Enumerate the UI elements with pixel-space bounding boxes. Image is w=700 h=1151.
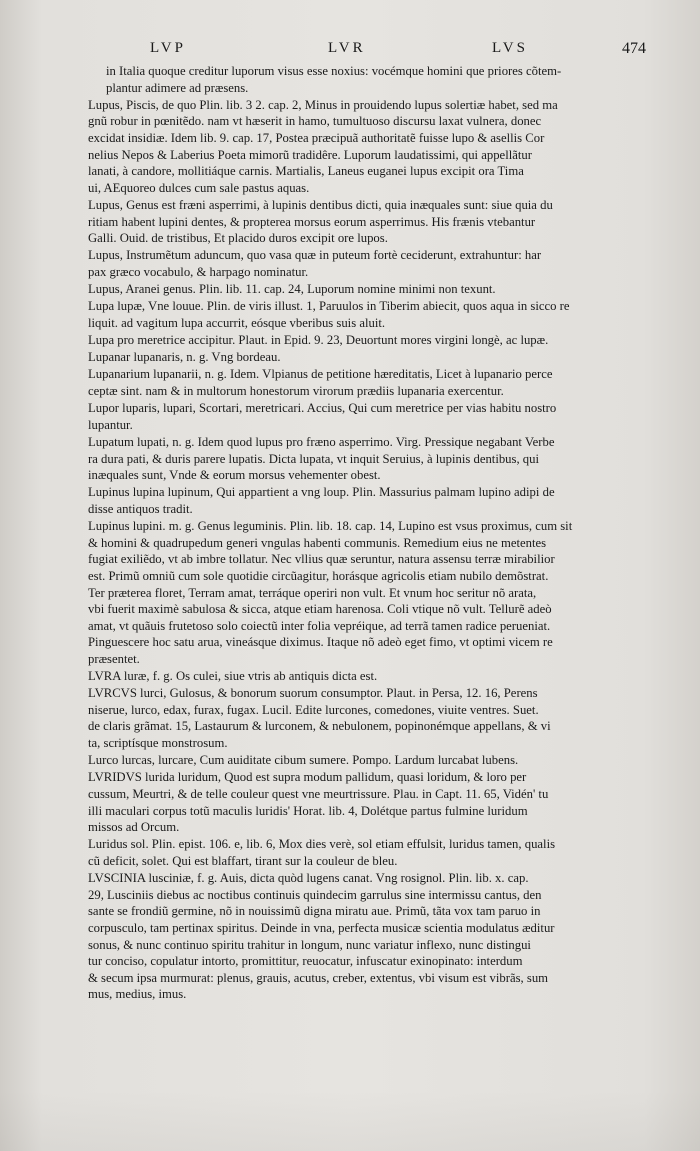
entry-line: Lupa lupæ, Vne louue. Plin. de viris illust. 1, Paruulos in Tiberim abiecit, quos aqua in sicco re (88, 299, 570, 314)
entry-line: amat, vt quãuis frutetoso solo coiectũ inter folia vepréique, ad terrã tamen radice perueniat. (88, 618, 551, 633)
running-head-lvs: LVS (492, 40, 528, 56)
entry-line: gnũ robur in pœnitẽdo. nam vt hæserit in hamo, tumultuoso discursu laxat vulnera, donec (88, 114, 542, 129)
dictionary-entry (88, 197, 656, 247)
entry-line: vbi fuerit maximè sabulosa & sicca, atque etiam harenosa. Coli vtique nõ vult. Tellurẽ adeò (88, 602, 552, 617)
entry-line: LVRIDVS lurida luridum, Quod est supra modum pallidum, quasi loridum, & loro per (88, 770, 527, 785)
entry-line: LVSCINIA lusciniæ, f. g. Auis, dicta quòd lugens canat. Vng rosignol. Plin. lib. x. cap. (88, 871, 529, 886)
entry-line: & secum ipsa murmurat: plenus, grauis, acutus, creber, extentus, vbi visum est vibrãs, sum (88, 970, 549, 985)
dictionary-entry (88, 836, 656, 869)
entry-line: in Italia quoque creditur luporum visus esse noxius: vocémque homini que priores cõtem- (106, 64, 562, 78)
entry-line: lupantur. (88, 417, 133, 432)
entry-line: lanati, à candore, mollitiáque carnis. Martialis, Laneus euganei lupus excipit ora Tima (88, 164, 524, 179)
entry-line: Lupanar lupanaris, n. g. Vng bordeau. (88, 350, 281, 365)
entry-line: & homini & quadrupedum generi vngulas habenti communis. Remedium eius ne metentes (88, 535, 547, 550)
entry-line: ceptæ sint. nam & in multorum honestorum virorum prædiis lupanaria exercentur. (88, 384, 504, 399)
entry-line: pax græco vocabulo, & harpago nominatur. (88, 264, 309, 279)
entry-line: LVRCVS lurci, Gulosus, & bonorum suorum consumptor. Plaut. in Persa, 12. 16, Perens (88, 686, 538, 701)
dictionary-entry (88, 332, 656, 349)
dictionary-entry (88, 247, 656, 280)
page-shading (0, 1091, 700, 1151)
entry-line: sonus, & nunc continuo spiritu trahitur in longum, nunc variatur inflexo, nunc distingui (88, 937, 531, 952)
entry-line: corpusculo, tam pertinax spiritus. Deinde in vna, perfecta musicæ scientia modulatus æditur (88, 920, 555, 935)
entry-line: Lupus, Piscis, de quo Plin. lib. 3 2. cap. 2, Minus in prouidendo lupus solertiæ habet, sed ma (88, 97, 558, 112)
entry-line: Lupatum lupati, n. g. Idem quod lupus pro fræno asperrimo. Virg. Pressique negabant Verbe (88, 435, 555, 449)
entry-line: illi maculari corpus totũ maculis luridis' Horat. lib. 4, Dolétque partus fulmine luridum (88, 803, 528, 818)
entry-line: Lupinus lupina lupinum, Qui appartient a vng loup. Plin. Massurius palmam lupino adipi de (88, 485, 555, 500)
entry-line: tur conciso, copulatur intorto, promittitur, reuocatur, infuscatur exinopinato: interdum (88, 954, 523, 969)
dictionary-entry (88, 97, 656, 197)
entry-line: Lupanarium lupanarii, n. g. Idem. Vlpianus de petitione hæreditatis, Licet à lupanario perce (88, 367, 553, 382)
entry-line: plantur adimere ad præsens. (106, 80, 249, 95)
dictionary-entry (88, 484, 656, 517)
entry-line: fugiat exiliẽdo, vt ab imbre tollatur. Nec vllius quæ seruntur, natura assensu terræ mirabilior (88, 552, 555, 567)
entry-line: est. Primũ omniũ cum sole quotidie circũagitur, horásque agricolis etiam nubilo demõstrat. (88, 568, 549, 583)
dictionary-entry (88, 752, 656, 769)
running-head-lvp: LVP (150, 40, 186, 56)
dictionary-entry (88, 366, 656, 399)
entry-line: excidat insidiæ. Idem lib. 9. cap. 17, Postea præcipuã authoritatẽ fuisse lupo & asellis Cor (88, 130, 545, 145)
entry-line: 29, Lusciniis diebus ac noctibus continuis quindecim garrulus sine intermissu cantus, den (88, 887, 542, 902)
dictionary-entry (88, 685, 656, 751)
dictionary-entry (88, 518, 656, 667)
entry-line: Lupus, Genus est fræni asperrimi, à lupinis dentibus dicti, quia inæquales sunt: siue quia du (88, 197, 553, 212)
entry-line: ritiam habent lupini dentes, & propterea morsus eorum asperrimus. His frænis vtebantur (88, 214, 536, 229)
dictionary-entry (88, 298, 656, 331)
entry-line: de claris grãmat. 15, Lastaurum & lurconem, & nebulonem, popinonémque appellans, & vi (88, 719, 551, 734)
entry-line: ui, AEquoreo dulces cum sale pastus aquas. (88, 180, 310, 195)
dictionary-entry (88, 63, 656, 96)
dictionary-entry (88, 668, 656, 685)
dictionary-text (88, 63, 656, 1004)
entry-line: inæquales sunt, Vnde & eorum morsus vehementer obest. (88, 468, 381, 483)
entry-line: Lupa pro meretrice accipitur. Plaut. in Epid. 9. 23, Deuortunt mores virgini longè, ac lupæ. (88, 333, 549, 348)
running-head-lvr: LVR (328, 40, 366, 56)
entry-line: ta, scriptísque monstrosum. (88, 736, 228, 751)
entry-line: Lupor luparis, lupari, Scortari, meretricari. Accius, Qui cum meretrice per vias habitu nostro (88, 401, 557, 416)
entry-line: Lupus, Aranei genus. Plin. lib. 11. cap. 24, Luporum nomine minimi non texunt. (88, 282, 496, 297)
entry-line: nelius Nepos & Laberius Poeta mimorũ tradidêre. Luporum laudatissimi, qui appellãtur (88, 147, 532, 162)
dictionary-entry (88, 400, 656, 433)
entry-line: Lupus, Instrumẽtum aduncum, quo vasa quæ in puteum fortè ceciderunt, extrahuntur: har (88, 248, 542, 263)
dictionary-entry (88, 769, 656, 835)
dictionary-entry (88, 434, 656, 484)
dictionary-entry (88, 870, 656, 1003)
entry-line: mus, medius, imus. (88, 987, 187, 1002)
entry-line: niserue, lurco, edax, furax, fugax. Lucil. Edite lurcones, comedones, viuite ventres. Suet. (88, 702, 539, 717)
entry-line: Lupinus lupini. m. g. Genus leguminis. Plin. lib. 18. cap. 14, Lupino est vsus proximus, cum sit (88, 519, 573, 534)
entry-line: cũ deficit, solet. Qui est blaffart, tirant sur la couleur de bleu. (88, 854, 398, 868)
page-number: 474 (622, 40, 646, 57)
entry-line: LVRA luræ, f. g. Os culei, siue vtris ab antiquis dicta est. (88, 669, 378, 684)
entry-line: Galli. Ouid. de tristibus, Et placido duros excipit ore lupos. (88, 231, 388, 246)
entry-line: ra dura pati, & duris parere lupatis. Dicta lupata, vt inquit Seruius, à lupinis dentibus, qui (88, 451, 540, 466)
entry-line: disse antiquos tradit. (88, 501, 193, 516)
entry-line: missos ad Orcum. (88, 820, 180, 835)
entry-line: cussum, Meurtri, & de telle couleur quest vne meurtrissure. Plau. in Capt. 11. 65, Vidén' tu (88, 787, 549, 802)
entry-line: Lurco lurcas, lurcare, Cum auiditate cibum sumere. Pompo. Lardum lurcabat lubens. (88, 753, 519, 768)
entry-line: liquit. ad vagitum lupa accurrit, eósque vberibus suis aluit. (88, 315, 386, 330)
entry-line: præsentet. (88, 651, 140, 666)
entry-line: Luridus sol. Plin. epist. 106. e, lib. 6, Mox dies verè, sol etiam effulsit, luridus tamen, qualis (88, 837, 556, 852)
entry-line: sante se frondiũ germine, nõ in nouissimũ digna miratu aue. Primũ, tãta vox tam paruo in (88, 904, 541, 919)
dictionary-entry (88, 281, 656, 298)
entry-line: Pinguescere hoc satu arua, vineásque diximus. Itaque nõ adeò eget fimo, vt optimi vicem re (88, 635, 553, 650)
dictionary-entry (88, 349, 656, 366)
entry-line: Ter præterea floret, Terram amat, terráque operiri non vult. Et vnum hoc seritur nõ arata, (88, 585, 537, 600)
